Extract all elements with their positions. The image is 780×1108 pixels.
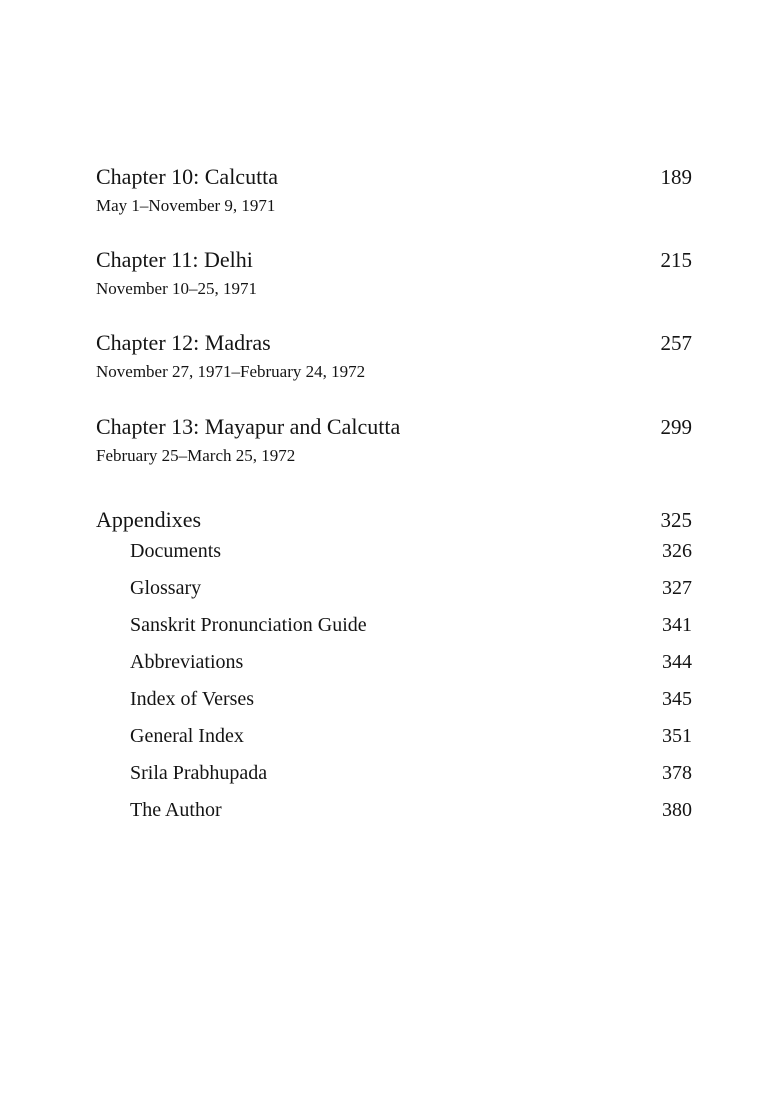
appendix-item-label: Index of Verses — [130, 688, 255, 710]
chapter-title: Chapter 10: Calcutta — [96, 164, 279, 189]
appendix-item-index-of-verses[interactable] — [96, 686, 692, 723]
page-number: 299 — [660, 415, 692, 439]
page-number: 351 — [662, 725, 692, 747]
page-number: 344 — [662, 651, 692, 673]
appendix-item-label: The Author — [130, 799, 222, 821]
chapter-title: Chapter 11: Delhi — [96, 247, 253, 272]
chapter-title: Chapter 12: Madras — [96, 330, 271, 355]
page-number: 378 — [662, 762, 692, 784]
appendix-item-label: Abbreviations — [130, 651, 244, 673]
page-number: 341 — [662, 614, 692, 636]
appendix-item-label: General Index — [130, 725, 244, 747]
appendix-item-abbreviations[interactable] — [96, 649, 692, 686]
appendix-item-the-author[interactable] — [96, 797, 692, 834]
appendix-item-label: Sanskrit Pronunciation Guide — [130, 614, 367, 636]
page-number: 327 — [662, 577, 692, 599]
appendix-item-label: Glossary — [130, 577, 202, 599]
appendixes-list — [96, 538, 692, 834]
chapter-title: Chapter 13: Mayapur and Calcutta — [96, 414, 401, 439]
chapter-dates: February 25–March 25, 1972 — [96, 446, 296, 465]
page-number: 257 — [660, 331, 692, 355]
chapter-dates: November 10–25, 1971 — [96, 279, 258, 298]
appendixes-heading-row[interactable] — [96, 506, 692, 534]
appendix-item-srila-prabhupada[interactable] — [96, 760, 692, 797]
toc-chapter-10[interactable] — [96, 164, 692, 216]
page-number: 345 — [662, 688, 692, 710]
chapter-dates: November 27, 1971–February 24, 1972 — [96, 362, 366, 381]
toc-appendixes — [96, 506, 692, 834]
page-number: 189 — [660, 165, 692, 189]
appendix-item-sanskrit-pronunciation-guide[interactable] — [96, 612, 692, 649]
appendix-item-glossary[interactable] — [96, 575, 692, 612]
appendix-item-general-index[interactable] — [96, 723, 692, 760]
toc-chapter-12[interactable] — [96, 330, 692, 382]
appendix-item-documents[interactable] — [96, 538, 692, 575]
page-number: 325 — [660, 508, 692, 532]
appendix-item-label: Srila Prabhupada — [130, 762, 268, 784]
appendixes-title: Appendixes — [96, 507, 202, 532]
page-number: 380 — [662, 799, 692, 821]
appendix-item-label: Documents — [130, 540, 222, 562]
page-number: 215 — [660, 248, 692, 272]
toc-chapter-13[interactable] — [96, 414, 692, 466]
chapter-dates: May 1–November 9, 1971 — [96, 196, 276, 215]
page-number: 326 — [662, 540, 692, 562]
toc-chapter-11[interactable] — [96, 247, 692, 299]
